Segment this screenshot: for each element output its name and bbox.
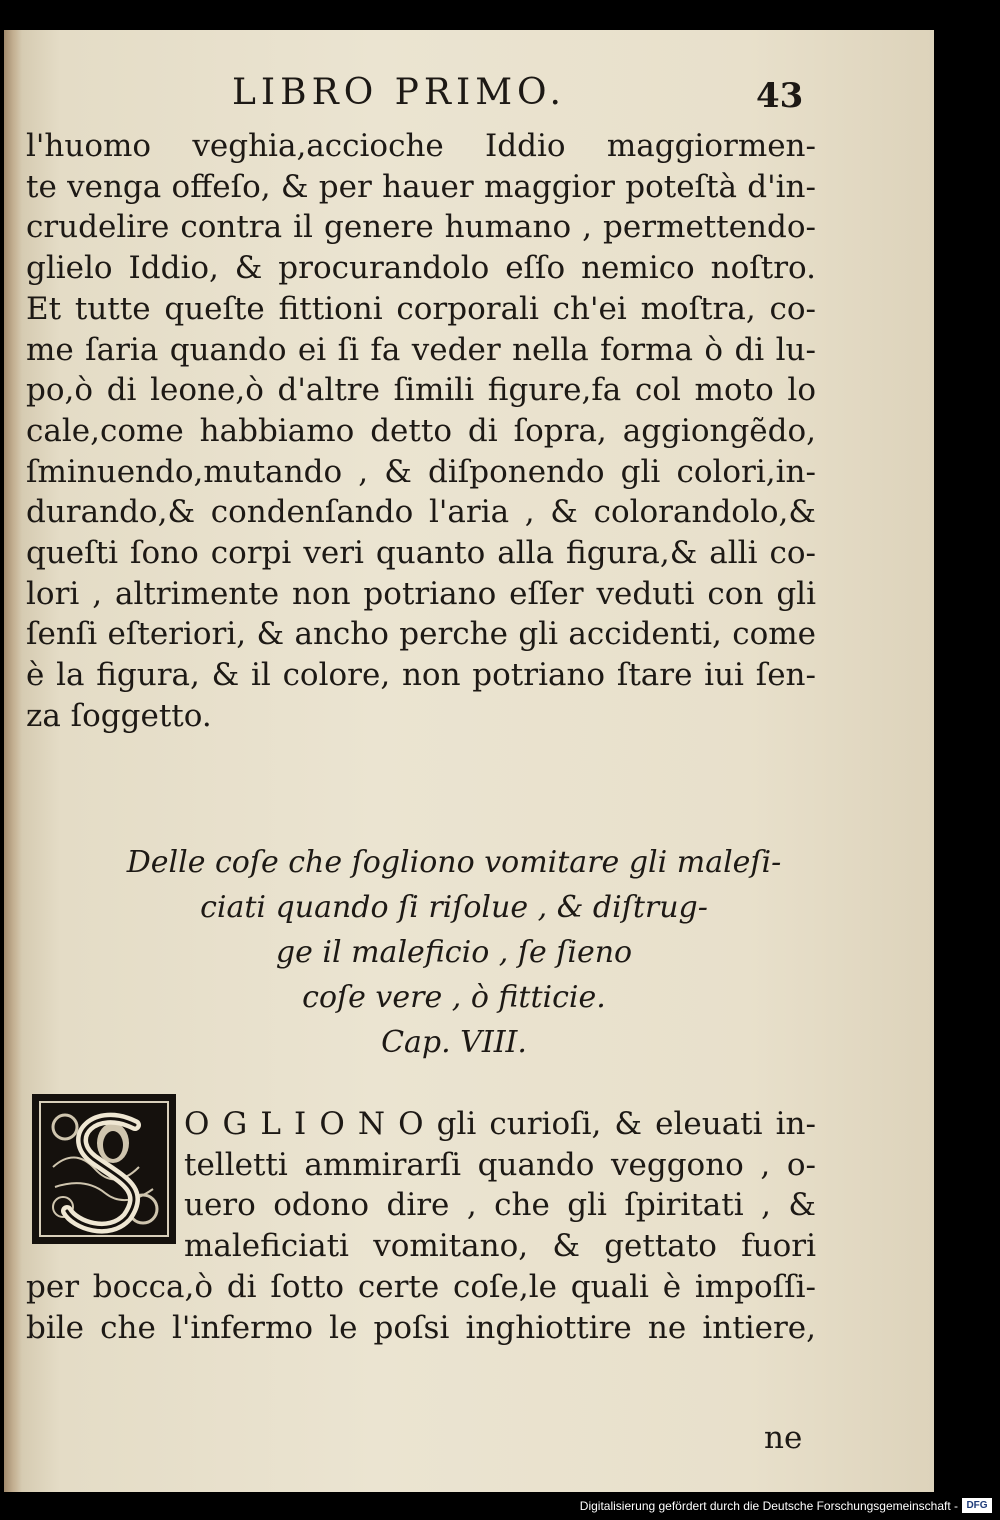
page-number: 43 — [756, 76, 804, 116]
text-line: ſenſi eſteriori, & ancho perche gli accidenti, come — [26, 616, 816, 653]
text-line: O G L I O N O gli curioſi, & eleuati in- — [184, 1106, 816, 1142]
page-gutter-shadow — [4, 30, 22, 1492]
chapter-number: Cap. VIII. — [381, 1025, 527, 1060]
text-line: durando,& condenſando l'aria , & colorandolo,& — [26, 494, 816, 531]
text-line: lori , altrimente non potriano eſſer veduti con gli — [26, 575, 816, 612]
heading-line: coſe vere , ò fitticie. — [302, 980, 606, 1015]
footer-credit: Digitalisierung gefördert durch die Deutsche Forschungsgemeinschaft - — [579, 1499, 958, 1513]
text-line: crudelire contra il genere humano , permettendo- — [26, 209, 816, 246]
text-line: ſminuendo,mutando , & diſponendo gli colori,in- — [26, 453, 816, 490]
text-line: me ſaria quando ei ſi fa veder nella forma ò di lu- — [26, 331, 816, 368]
text-line: l'huomo veghia,accioche Iddio maggiormen- — [26, 128, 816, 164]
catchword: ne — [764, 1420, 803, 1456]
paragraph-continuation — [26, 126, 816, 737]
text-line: telletti ammirarſi quando veggono , o- — [184, 1146, 816, 1183]
text-line: za ſoggetto. — [26, 697, 212, 734]
heading-line: ge il maleficio , ſe ſieno — [275, 935, 633, 970]
text-line: te venga offeſo, & per hauer maggior poteſtà d'in- — [26, 168, 816, 205]
chapter-text — [26, 1104, 816, 1348]
book-page — [4, 30, 934, 1492]
text-line: cale,come habbiamo detto di ſopra, aggiongẽdo, — [26, 412, 816, 449]
text-line: per bocca,ò di ſotto certe coſe,le quali è impoſſi- — [26, 1268, 816, 1305]
text-line: po,ò di leone,ò d'altre ſimili figure,fa col moto lo — [26, 372, 816, 409]
chapter-heading — [74, 840, 834, 1065]
text-line: maleficiati vomitano, & gettato fuori — [184, 1228, 816, 1265]
text-line: bile che l'infermo le poſsi inghiottire ne intiere, — [26, 1309, 816, 1346]
text-line: glielo Iddio, & procurandolo eſſo nemico noſtro. — [26, 250, 816, 287]
running-head: LIBRO PRIMO. — [232, 72, 566, 113]
digitization-footer — [0, 1492, 1000, 1520]
dfg-logo-icon: DFG — [962, 1498, 992, 1513]
text-line: queſti ſono corpi veri quanto alla figura,& alli co- — [26, 535, 816, 572]
text-line: uero odono dire , che gli ſpiritati , & — [184, 1187, 816, 1224]
text-line: Et tutte queſte fittioni corporali ch'ei moſtra, co- — [26, 290, 816, 327]
text-line: è la figura, & il colore, non potriano ſtare iui ſen- — [26, 657, 816, 694]
heading-line: Delle coſe che ſogliono vomitare gli maleſi- — [126, 845, 782, 880]
heading-line: ciati quando ſi riſolue , & diſtrug- — [200, 890, 708, 925]
